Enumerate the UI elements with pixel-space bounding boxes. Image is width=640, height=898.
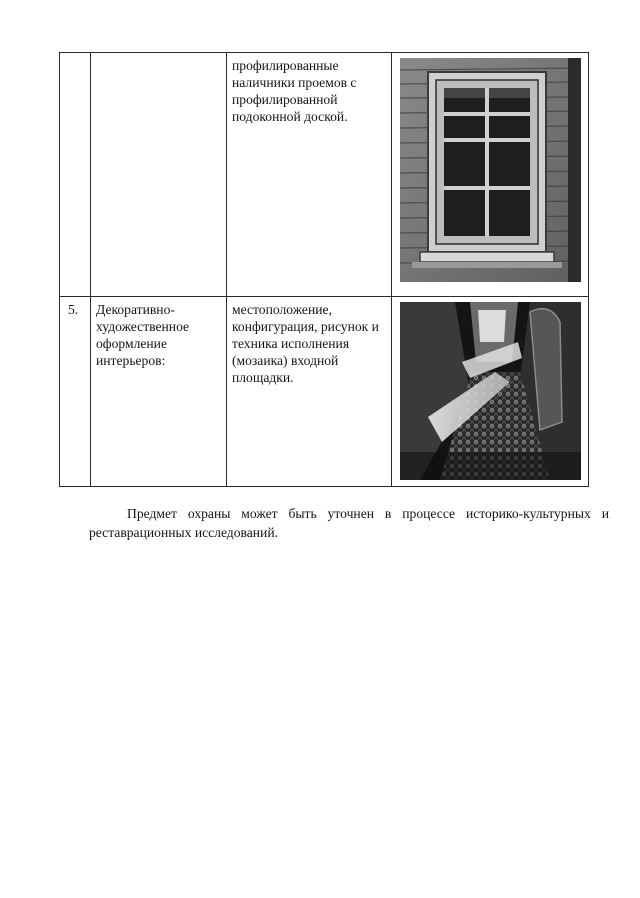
row-description-cell: [227, 297, 392, 487]
row-description-cell: [227, 53, 392, 297]
window-photo-icon: [400, 58, 581, 282]
row-photo-cell: [392, 53, 589, 297]
table-row: [60, 53, 589, 297]
row-number: 5.: [68, 302, 79, 317]
row-description-text: местоположение, конфигурация, рисунок и техника исполнения (мозаика) входной площадки.: [232, 302, 379, 385]
footnote-text: Предмет охраны может быть уточнен в процессе историко-культурных и реставрационных исследований.: [89, 506, 609, 540]
row-number-cell: [60, 297, 91, 487]
row-photo-cell: [392, 297, 589, 487]
mosaic-floor-photo-icon: [400, 302, 581, 480]
table-row: [60, 297, 589, 487]
row-description-text: профилированные наличники проемов с профилированной подоконной доской.: [232, 58, 357, 124]
row-name-cell: [91, 53, 227, 297]
row-number-cell: [60, 53, 91, 297]
protection-table: [59, 52, 589, 487]
row-name-cell: [91, 297, 227, 487]
row-name-text: Декоративно-художественное оформление интерьеров:: [96, 302, 190, 368]
